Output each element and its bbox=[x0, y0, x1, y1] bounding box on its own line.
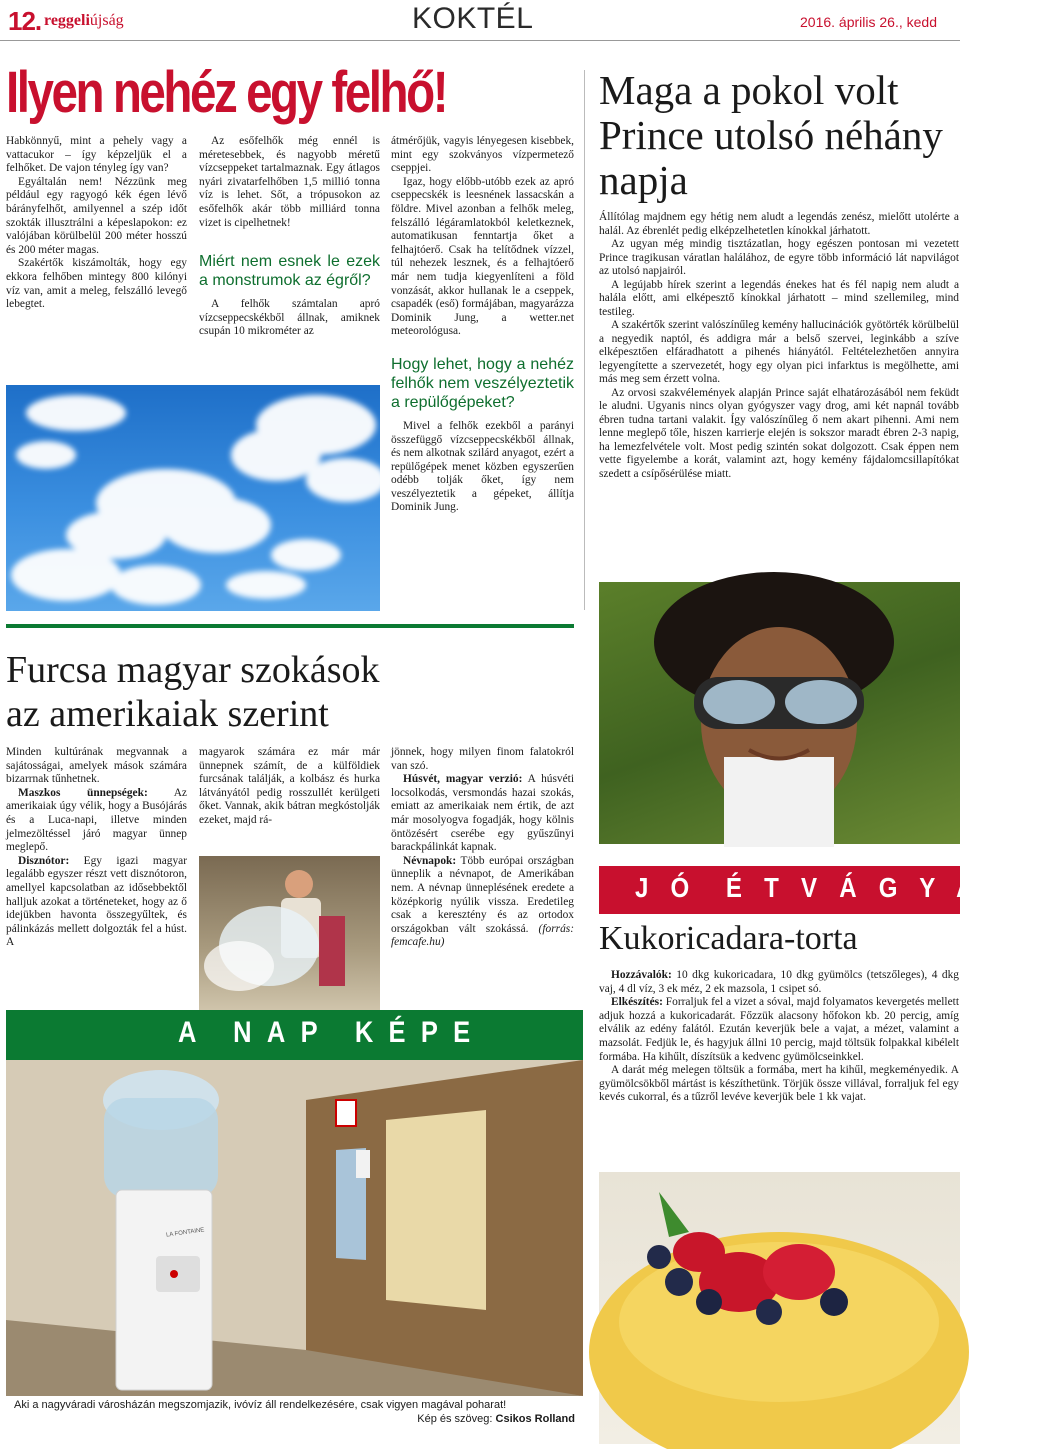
page-number: 12. bbox=[8, 6, 42, 36]
water-cooler-photo bbox=[6, 1060, 583, 1396]
customs-col2 bbox=[199, 746, 380, 828]
customs-mask: Maszkos ünnepségek: Az amerikaiak úgy vélik, hogy a Busójárás és a Luca-napi, illetve minden jelmezöltéssel járó magyar ünnep meglepő. bbox=[6, 786, 187, 854]
prince-p1: Állítólag majdnem egy hétig nem aludt a legendás zenész, mielőtt utolérte a halál. Az ébrenlét pedig elképzelhetetlen kínokkal járhatott. bbox=[599, 211, 959, 237]
customs-col1 bbox=[6, 746, 187, 950]
cloud-col1 bbox=[6, 135, 187, 312]
paper-name-reggeli: reggeli bbox=[44, 12, 90, 29]
recipe-title: Kukoricadara-torta bbox=[599, 920, 858, 957]
cloud-col1-p3: Szakértők kiszámolták, hogy egy ekkora felhőben mintegy 800 kilónyi víz van, amit a meleg, felszálló levegő lebegtet. bbox=[6, 257, 187, 311]
issue-date: 2016. április 26., kedd bbox=[800, 14, 937, 30]
header-rule bbox=[0, 40, 960, 41]
section-title: KOKTÉL bbox=[412, 2, 534, 35]
customs-col3-p1: jönnek, hogy milyen finom falatokról van szó. bbox=[391, 746, 574, 772]
caption-credit bbox=[14, 1412, 575, 1426]
cloud-col1-p2: Egyáltalán nem! Nézzünk meg például egy ragyogó kék égen lévő bárányfelhőt, amilyennel a szép időt szokták illusztrálni a képeslapokon: ez valójában körülbelül 200 méter hosszú és 200 méter magas. bbox=[6, 175, 187, 256]
prince-headline: Maga a pokol volt Prince utolsó néhány napja bbox=[599, 67, 943, 203]
customs-headline-line1: Furcsa magyar szokások bbox=[6, 649, 380, 691]
recipe-ingredients: Hozzávalók: 10 dkg kukoricadara, 10 dkg gyümölcs (tetszőleges), 4 dkg vaj, 4 dl víz, 3 ek méz, 2 ek mazsola, 1 csipet só. bbox=[599, 969, 959, 995]
customs-headline bbox=[6, 648, 380, 736]
cloud-col2-p1: Az esőfelhők még ennél is méretesebbek, és nagyobb méretű vízcseppeket tartalmaznak. Egy átlagos nyári zivatarfelhőben 1,5 millió tonna víz is lehet. Sőt, a trópusokon az esőfelhők akár több milliárd tonna vizet is cipelhetnek! bbox=[199, 135, 380, 229]
page-header bbox=[0, 0, 960, 40]
recipe-body bbox=[599, 969, 959, 1105]
caption-text: Aki a nagyváradi városházán megszomjazik, ivóvíz áll rendelkezésére, csak vigyen magával poharat! bbox=[14, 1399, 507, 1411]
customs-col2-p: magyarok számára ez már már ünnepnek számít, de a külföldiek furcsának találják, a kolbász és hurka látványától pedig rosszullét kerülgeti őket. Vannak, akik bátran megkóstolják ezeket, majd rá- bbox=[199, 746, 380, 826]
section-divider bbox=[6, 624, 574, 628]
splash-illustration bbox=[199, 856, 380, 1010]
picture-of-day-banner bbox=[6, 1010, 583, 1060]
cloud-col3 bbox=[391, 135, 574, 515]
cloud-subhead-1: Miért nem esnek le ezek a monstrumok az égről? bbox=[199, 253, 380, 290]
picture-of-day-caption bbox=[6, 1396, 583, 1436]
credit-name: Csikos Rolland bbox=[495, 1413, 575, 1425]
customs-intro: Minden kultúrának megvannak a sajátosságai, amelyek mások számára bizarrnak tűnhetnek. bbox=[6, 746, 187, 786]
recipe-extra: A darát még melegen töltsük a formába, mert ha kihűl, megkeményedik. A gyümölcsökből mártást is készíthetünk. Törjük össze villával, forraljuk fel egy kevés cukorral, és a tűzről levéve keverjük bele 1 kk vajat. bbox=[599, 1064, 959, 1104]
cooler-brand: LA FONTAINE bbox=[165, 1227, 205, 1239]
cloud-col3-p3: Mivel a felhők ezekből a parányi összefüggő vízcseppecskékből állnak, és nem alkotnak szilárd anyagot, ezért a repülőgépek menet közben egyszerűen odébb tolják őket, így nem veszélyeztetik a gépeket, állítja Dominik Jung. bbox=[391, 419, 574, 514]
recipe-banner-text: J Ó É T V Á G Y A T ! bbox=[635, 872, 1047, 903]
prince-portrait-illustration bbox=[599, 582, 960, 844]
cake-photo bbox=[599, 1172, 960, 1444]
customs-col3 bbox=[391, 746, 574, 950]
cake-illustration bbox=[599, 1172, 960, 1444]
credit-label: Kép és szöveg: bbox=[417, 1413, 493, 1425]
recipe-banner bbox=[599, 866, 1047, 914]
cloud-col3-p1: átmérőjük, vagyis lényegesen kisebbek, mint egy szokványos vízpermetező cseppjei. bbox=[391, 135, 574, 175]
picture-of-day-title: A NAP KÉPE bbox=[178, 1016, 486, 1049]
cloud-col3-p2: Igaz, hogy előbb-utóbb ezek az apró cseppecskék is leesnének lassacskán a földre. Mivel azonban a felhők meleg, felszálló légáramlatokból keletkeznek, automatikusan fenntartja őket a felhajtóerő. Csak ha telítődnek vízzel, túl nehezek lesznek, és a felhajtóerő már nem tudja kiegyenlíteni a föld vonzását, akkor hullanak le a cseppek, csapadék (eső) formájában, magyarázza Dominik Jung, a wetter.net meteorológusa. bbox=[391, 175, 574, 338]
corridor-illustration bbox=[6, 1060, 583, 1396]
prince-p5: Az orvosi szakvélemények alapján Prince saját elhatározásából nem feküdt le aludni. Ugyanis nincs olyan gyógyszer vagy drog, ami két napnál tovább ébren tudna tartani valakit. Így valószínűleg ő nem akart pihenni. Ami nem lenne meglepő tőle, hiszen karrierje elején is sokszor maradt ébren 2-3 napig, ha lemezfelvétele volt. Most pedig szintén sokat dolgozott. Csak éppen nem vette figyelembe a korát, valamint azt, hogy kemény fájdalomcsillapítókat szedett a csípősérülése miatt. bbox=[599, 386, 959, 480]
prince-p2: Az ugyan még mindig tisztázatlan, hogy egészen pontosan mi vezetett Prince tragikusan váratlan halálához, de egyre több információ lát napvilágot az utolsó napjairól. bbox=[599, 238, 959, 277]
cloud-headline: Ilyen nehéz egy felhő! bbox=[6, 60, 447, 125]
paper-name-ujsag: újság bbox=[89, 12, 124, 29]
recipe-method: Elkészítés: Forraljuk fel a vizet a sóval, majd folyamatos kevergetés mellett adjuk hozzá a kukoricadarát. Főzzük alacsony hőfokon kb. 20 percig, amíg elválik az edény falától. Ezután keverjük bele a vajat, a mézet, valamint a mazsolát. Fedjük le, és hagyjuk állni 10 percig, majd töltsük folpakkal kibélelt formába. Ha kihűlt, díszítsük a kedvenc gyümölcseinkkel. bbox=[599, 996, 959, 1063]
customs-pig: Disznótor: Egy igazi magyar legalább egyszer részt vett disznótoron, amellyel kapcsolatban az idősebbektől halljuk azokat a történeteket, hogy az ő idejükben havonta összegyűltek, és pálinkázás mellett dolgozták fel a húst. A bbox=[6, 854, 187, 949]
cloud-subhead-2: Hogy lehet, hogy a nehéz felhők nem veszélyeztetik a repülőgépeket? bbox=[391, 355, 574, 411]
prince-p3: A legújabb hírek szerint a legendás énekes hat és fél napig nem aludt a halála előtt, ami elképesztő kínokkal járhatott – mind szellemileg, mind testileg. bbox=[599, 278, 959, 318]
prince-p4: A szakértők szerint valószínűleg kemény hallucinációk gyötörték körülbelül a negyedik naptól, és addigra már a belső szervei, leginkább a szíve elképesztően elfáradhatott a pihenés hiányától. Feltételezhetően annyira legyengítette a szervezetét, hogy egy olyan pici infarktus is megölhette, ami más meg sem érzett volna. bbox=[599, 319, 959, 385]
cloud-col1-p1: Habkönnyű, mint a pehely vagy a vattacukor – így képzeljük el a felhőket. De vajon tényleg így van? bbox=[6, 135, 187, 175]
prince-photo bbox=[599, 582, 960, 844]
prince-body bbox=[599, 211, 959, 481]
customs-nameday: Névnapok: Több európai országban ünneplik a névnapot, de Amerikában nem. A névnap ünneplésének eredete a középkorig nyúlik vissza. Eredetileg csak a keresztény és az ortodox országokban vált szokássá. (forrás: femcafe.hu) bbox=[391, 854, 574, 949]
cloud-col2-p2: A felhők számtalan apró vízcseppecskékből állnak, amiknek csupán 10 mikrométer az bbox=[199, 298, 380, 338]
sky-clouds-photo bbox=[6, 385, 380, 611]
easter-splash-photo bbox=[199, 856, 380, 1010]
paper-name bbox=[44, 12, 124, 30]
column-divider bbox=[584, 70, 585, 610]
cloud-col2 bbox=[199, 135, 380, 339]
clouds-illustration bbox=[6, 385, 380, 611]
customs-source: (forrás: femcafe.hu) bbox=[391, 922, 574, 949]
customs-headline-line2: az amerikaiak szerint bbox=[6, 693, 329, 735]
customs-easter: Húsvét, magyar verzió: A húsvéti locsolkodás, versmondás hazai szokás, emiatt az amerikaiak nem értik, de azt már mosolyogva fogadják, hogy kölnis öntözésért cserébe egy gyűszűnyi barackpálinkát kapnak. bbox=[391, 773, 574, 854]
